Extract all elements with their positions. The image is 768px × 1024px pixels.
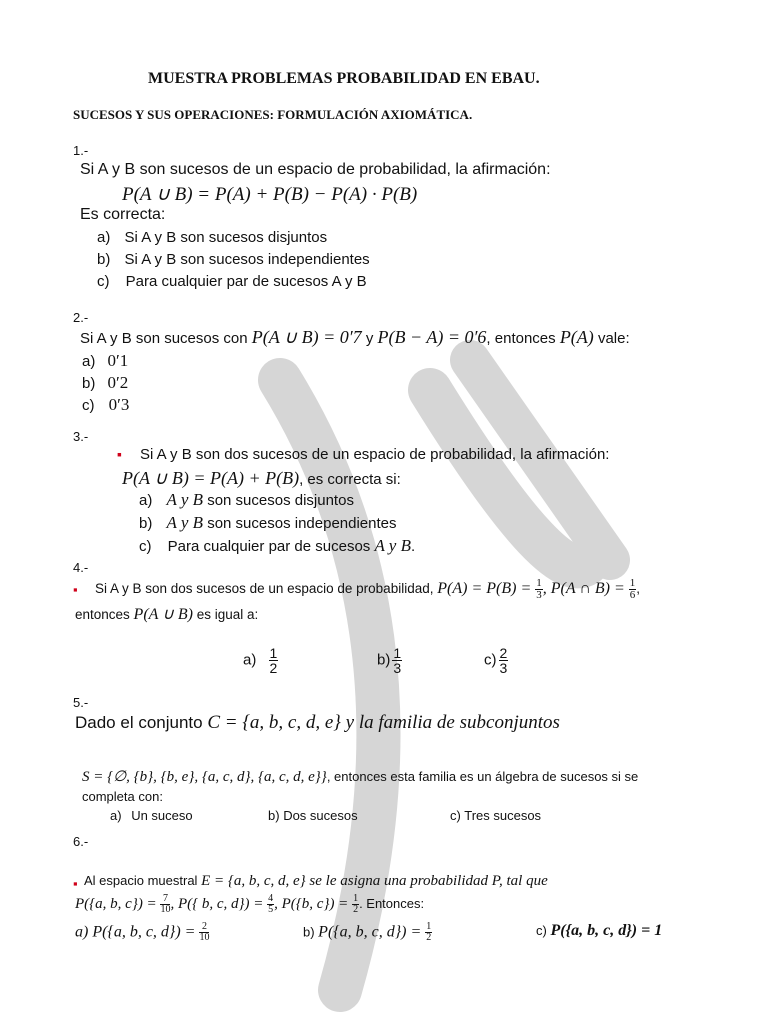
fraction-numerator: 1: [269, 645, 278, 661]
question-number: 1.-: [73, 143, 89, 158]
stem-math: P(A ∪ B) = 0′7: [251, 327, 362, 347]
option-b: [268, 808, 358, 823]
option-text: Para cualquier par de sucesos: [167, 538, 375, 555]
stem-text: Dado el conjunto: [75, 713, 208, 732]
option-label: c): [97, 273, 110, 290]
option-label: c): [139, 538, 152, 555]
formula-line: [122, 468, 401, 489]
fraction-numerator: 1: [353, 893, 359, 904]
set-definition: [82, 767, 638, 786]
option-text: Tres sucesos: [464, 808, 542, 823]
option-b: [303, 922, 432, 943]
stem-text: y: [361, 330, 378, 347]
fraction-numerator: 1: [426, 921, 432, 932]
option-math: A y B: [374, 536, 411, 555]
fraction: [499, 646, 509, 675]
option-text: son sucesos disjuntos: [203, 492, 354, 509]
option-c: [484, 646, 508, 675]
question-number: 2.-: [73, 310, 89, 325]
option-label: b): [139, 515, 153, 532]
stem-math: P({a, b, c}) =: [75, 895, 161, 912]
stem-text: Si A y B son sucesos con: [80, 330, 252, 347]
question-stem: Si A y B son dos sucesos de un espacio de probabilidad, la afirmación:: [140, 446, 610, 463]
fraction: [535, 578, 543, 601]
fraction-denominator: 6: [629, 589, 636, 601]
bullet-icon: ▪: [73, 876, 78, 891]
option-c: [97, 273, 367, 290]
stem-math: , P({b, c}) =: [274, 895, 353, 912]
stem-text: es igual a:: [192, 607, 259, 622]
fraction-denominator: 3: [536, 589, 542, 601]
fraction-denominator: 2: [353, 904, 359, 915]
option-a: [97, 229, 327, 246]
option-math: P({a, b, c, d}) =: [318, 923, 426, 941]
option-a: [243, 646, 278, 675]
stem-math: C = {a, b, c, d, e} y la familia de subconjuntos: [207, 712, 560, 733]
question-number: 4.-: [73, 560, 89, 575]
stem-math: , P(A ∩ B) =: [542, 580, 629, 598]
option-label: c): [536, 923, 551, 938]
option-text: 0′2: [107, 373, 129, 392]
option-math: A y B: [166, 513, 204, 532]
option-label: a): [139, 492, 153, 509]
stem-math: P(A): [559, 327, 594, 347]
option-a: [75, 922, 209, 943]
fraction-denominator: 10: [199, 932, 210, 943]
option-label: b): [303, 924, 319, 940]
option-text: Si A y B son sucesos disjuntos: [124, 229, 328, 246]
option-a: [139, 490, 354, 510]
option-label: a): [97, 229, 111, 246]
question-number: 5.-: [73, 695, 89, 710]
set-math: S = {∅, {b}, {b, e}, {a, c, d}, {a, c, d, e}}: [82, 769, 327, 785]
stem-math: P(A) = P(B) =: [437, 580, 536, 598]
document-subtitle: SUCESOS Y SUS OPERACIONES: FORMULACIÓN AXIOMÁTICA.: [73, 107, 473, 122]
option-text: 0′1: [107, 351, 129, 370]
option-label: a): [110, 808, 122, 823]
option-a: [82, 351, 128, 371]
question-lead: Es correcta:: [80, 206, 166, 223]
stem-math: , P({ b, c, d}) =: [170, 895, 268, 912]
bullet-icon: ▪: [117, 446, 122, 462]
option-c: [450, 808, 541, 823]
fraction-denominator: 3: [499, 660, 508, 676]
option-math: P({a, b, c, d}) = 1: [550, 922, 663, 939]
fraction: [392, 646, 402, 675]
fraction-denominator: 10: [160, 904, 171, 915]
stem-text: Al espacio muestral: [84, 873, 202, 888]
document-title: MUESTRA PROBLEMAS PROBABILIDAD EN EBAU.: [148, 70, 540, 87]
question-stem: Si A y B son sucesos de un espacio de probabilidad, la afirmación:: [80, 161, 551, 178]
fraction-denominator: 3: [393, 660, 402, 676]
stem-text: Si A y B son dos sucesos de un espacio de probabilidad,: [95, 581, 438, 597]
option-label: c): [484, 651, 497, 669]
question-stem-line2: [75, 604, 258, 624]
fraction-numerator: 7: [160, 894, 170, 905]
option-label: c): [82, 397, 95, 414]
option-math: a) P({a, b, c, d}) =: [75, 923, 200, 941]
fraction-numerator: 1: [536, 577, 542, 589]
formula: P(A ∪ B) = P(A) + P(B) − P(A) · P(B): [122, 184, 418, 205]
option-b: [82, 373, 128, 393]
fraction: [199, 922, 209, 943]
question-stem: [84, 873, 548, 890]
option-c: [82, 395, 129, 415]
option-label: b): [377, 651, 391, 669]
question-stem-line2: [75, 894, 424, 915]
option-label: a): [243, 651, 257, 669]
fraction-denominator: 5: [268, 904, 274, 915]
option-label: b): [97, 251, 111, 268]
option-label: b): [82, 375, 96, 392]
fraction-numerator: 2: [199, 922, 209, 933]
question-stem: [95, 578, 640, 601]
option-text: son sucesos independientes: [203, 515, 397, 532]
formula: P(A ∪ B) = P(A) + P(B): [122, 468, 300, 488]
fraction-numerator: 2: [499, 645, 508, 661]
option-c: [139, 536, 415, 556]
stem-text: , entonces esta familia es un álgebra de sucesos si se: [326, 769, 639, 784]
option-text: Si A y B son sucesos independientes: [124, 251, 370, 268]
option-b: [377, 646, 402, 675]
fraction: [269, 646, 279, 675]
stem-text: , entonces: [486, 330, 560, 347]
fraction-denominator: 2: [269, 660, 278, 676]
option-b: [139, 513, 397, 533]
option-a: [110, 808, 193, 823]
option-text: Dos sucesos: [283, 808, 358, 823]
option-b: [97, 251, 370, 268]
option-tail: .: [410, 538, 416, 555]
option-label: a): [82, 353, 96, 370]
fraction-numerator: 1: [393, 645, 402, 661]
option-c: [536, 922, 662, 940]
stem-text: entonces: [75, 607, 134, 622]
question-stem: [75, 712, 560, 734]
question-number: 6.-: [73, 834, 89, 849]
stem-text: vale:: [593, 330, 630, 347]
option-math: A y B: [166, 490, 204, 509]
stem-math: E = {a, b, c, d, e} se le asigna una probabilidad P, tal que: [201, 873, 548, 889]
fraction-numerator: 1: [629, 577, 636, 589]
option-text: 0′3: [108, 395, 130, 414]
question-stem-line2: completa con:: [82, 789, 163, 804]
fraction: [160, 894, 170, 915]
option-label: c): [450, 808, 461, 823]
stem-math: P(A ∪ B): [133, 606, 193, 623]
stem-text: ,: [636, 581, 641, 597]
question-stem: [80, 327, 630, 348]
fraction-numerator: 4: [268, 893, 274, 904]
bullet-icon: ▪: [73, 582, 78, 597]
fraction: [352, 894, 359, 915]
fraction: [425, 922, 432, 943]
question-number: 3.-: [73, 429, 89, 444]
fraction-denominator: 2: [426, 932, 432, 943]
option-label: b): [268, 808, 280, 823]
stem-math: P(B − A) = 0′6: [377, 327, 487, 347]
option-text: Para cualquier par de sucesos A y B: [125, 273, 367, 290]
formula-tail: , es correcta si:: [299, 471, 401, 488]
option-text: Un suceso: [131, 808, 193, 823]
stem-text: . Entonces:: [359, 895, 425, 911]
